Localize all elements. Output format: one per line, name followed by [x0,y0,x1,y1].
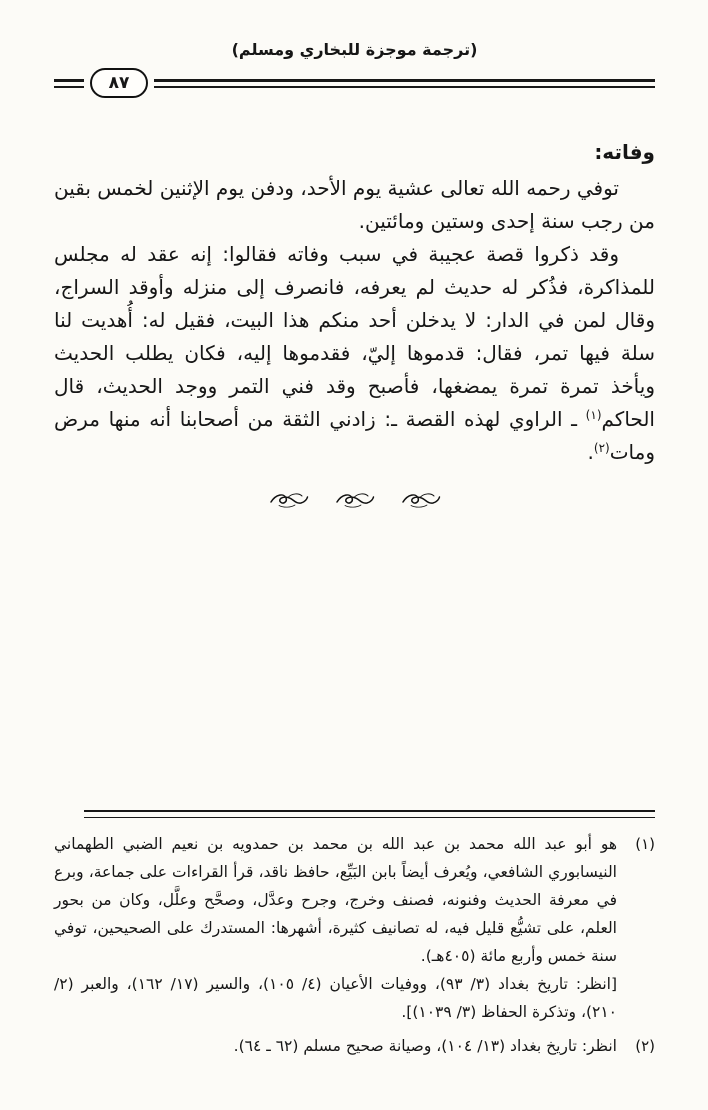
page-header [54,40,655,98]
header-rule-row [54,68,655,98]
footnote-number: (٢) [635,1037,655,1055]
footnote-1 [54,830,655,1026]
page-number: ٨٧ [108,73,130,93]
paragraph-death-story [54,238,655,469]
footnote-marker-1: (١) [585,408,602,422]
paragraph-text: . [587,440,594,464]
paragraph-text: ـ الراوي لهذه القصة ـ: زادني الثقة من أصحابنا أنه منها مرض ومات [54,407,655,464]
footnote-body [54,1032,617,1060]
footnote-separator [84,810,655,818]
paragraph-death-date: توفي رحمه الله تعالى عشية يوم الأحد، ودفن يوم الإثنين لخمس بقين من رجب سنة إحدى وستين ومائتين. [54,176,655,233]
header-double-rule [154,79,655,88]
page-number-badge [90,68,148,98]
ornament-row [54,491,655,513]
footnote-number: (١) [635,835,655,853]
footnote-references: [انظر: تاريخ بغداد (٣/ ٩٣)، ووفيات الأعيان (٤/ ١٠٥)، والسير (١٧/ ١٦٢)، والعبر (٢/ ٢١٠)، وتذكرة الحفاظ (٣/ ١٠٣٩)]. [54,975,618,1021]
footnote-section [54,810,655,1066]
flourish-ornament-icon [335,491,375,513]
flourish-ornament-icon [401,491,441,513]
running-head-title: (ترجمة موجزة للبخاري ومسلم) [231,40,478,59]
section-heading-wafatuh: وفاته: [594,140,655,164]
footnote-marker-2: (٢) [593,441,610,455]
body-text [54,136,655,469]
footnote-text: انظر: تاريخ بغداد (١٣/ ١٠٤)، وصيانة صحيح مسلم (٦٢ ـ ٦٤). [233,1037,617,1055]
header-rule-stub [54,79,84,88]
footnote-2 [54,1032,655,1060]
footnote-body [54,830,617,1026]
footnote-text: هو أبو عبد الله محمد بن عبد الله بن محمد بن حمدويه بن نعيم الضبي الطهماني النيسابوري الشافعي، ويُعرف أيضاً بابن البَيِّع، حافظ ناقد، قرأ القراءات على جماعة، وبرع في معرفة الحديث وفنونه، فصنف وخرج، وجرح وعدَّل، وصحَّح وعلَّل، وكان من بحور العلم، على تشيُّع قليل فيه، له تصانيف كثيرة، أشهرها: المستدرك على الصحيحين، توفي سنة خمس وأربع مائة (٤٠٥هـ). [54,835,617,965]
flourish-ornament-icon [269,491,309,513]
paragraph-text: وقد ذكروا قصة عجيبة في سبب وفاته فقالوا: إنه عقد له مجلس للمذاكرة، فذُكر له حديث لم يعرفه، فانصرف إلى منزله وأوقد السراج، وقال لمن في الدار: لا يدخلن أحد منكم هذا البيت، فقيل له: أُهديت لنا سلة فيها تمر، فقال: قدموها إليّ، فقدموها إليه، فكان يطلب الحديث ويأخذ تمرة تمرة يمضغها، فأصبح وقد فني التمر ووجد الحديث، قال الحاكم [54,242,655,431]
